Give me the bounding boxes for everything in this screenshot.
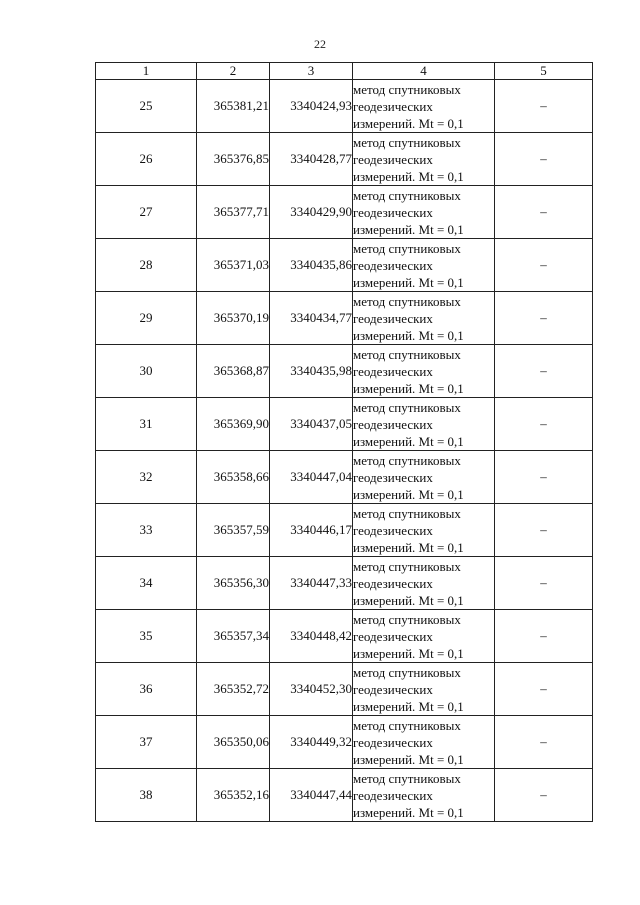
table-row <box>96 769 593 822</box>
note-cell: – <box>495 239 593 292</box>
method-line: измерений. Mt = 0,1 <box>353 380 464 396</box>
method-line: измерений. Mt = 0,1 <box>353 592 464 608</box>
note-cell: – <box>495 398 593 451</box>
y-coordinate-cell: 3340435,86 <box>270 239 353 292</box>
method-cell <box>353 504 495 557</box>
method-line: метод спутниковых <box>353 399 461 415</box>
table-row <box>96 133 593 186</box>
method-line: метод спутниковых <box>353 717 461 733</box>
point-number-cell: 36 <box>96 663 197 716</box>
note-cell: – <box>495 504 593 557</box>
x-coordinate-cell: 365358,66 <box>197 451 270 504</box>
method-cell <box>353 345 495 398</box>
method-line: геодезических <box>353 734 433 750</box>
note-cell: – <box>495 557 593 610</box>
method-line: метод спутниковых <box>353 81 461 97</box>
note-cell: – <box>495 292 593 345</box>
x-coordinate-cell: 365356,30 <box>197 557 270 610</box>
y-coordinate-cell: 3340452,30 <box>270 663 353 716</box>
note-cell: – <box>495 716 593 769</box>
method-line: геодезических <box>353 98 433 114</box>
method-line: метод спутниковых <box>353 664 461 680</box>
method-line: геодезических <box>353 363 433 379</box>
method-line: геодезических <box>353 257 433 273</box>
method-cell <box>353 769 495 822</box>
method-cell <box>353 186 495 239</box>
point-number-cell: 25 <box>96 80 197 133</box>
method-line: измерений. Mt = 0,1 <box>353 168 464 184</box>
x-coordinate-cell: 365376,85 <box>197 133 270 186</box>
column-header: 4 <box>353 63 495 80</box>
column-header: 2 <box>197 63 270 80</box>
method-line: метод спутниковых <box>353 293 461 309</box>
header-row <box>96 63 593 80</box>
table-row <box>96 292 593 345</box>
method-cell <box>353 663 495 716</box>
table-row <box>96 345 593 398</box>
table-row <box>96 451 593 504</box>
y-coordinate-cell: 3340449,32 <box>270 716 353 769</box>
point-number-cell: 29 <box>96 292 197 345</box>
method-line: геодезических <box>353 310 433 326</box>
method-cell <box>353 80 495 133</box>
note-cell: – <box>495 80 593 133</box>
method-line: геодезических <box>353 575 433 591</box>
table-row <box>96 239 593 292</box>
table-body <box>96 80 593 822</box>
method-line: метод спутниковых <box>353 505 461 521</box>
x-coordinate-cell: 365369,90 <box>197 398 270 451</box>
method-line: измерений. Mt = 0,1 <box>353 327 464 343</box>
method-line: метод спутниковых <box>353 134 461 150</box>
table-row <box>96 504 593 557</box>
x-coordinate-cell: 365368,87 <box>197 345 270 398</box>
method-line: метод спутниковых <box>353 346 461 362</box>
table-row <box>96 398 593 451</box>
method-line: измерений. Mt = 0,1 <box>353 645 464 661</box>
point-number-cell: 34 <box>96 557 197 610</box>
y-coordinate-cell: 3340447,04 <box>270 451 353 504</box>
point-number-cell: 27 <box>96 186 197 239</box>
method-line: измерений. Mt = 0,1 <box>353 433 464 449</box>
note-cell: – <box>495 610 593 663</box>
page-number: 22 <box>314 37 326 51</box>
point-number-cell: 26 <box>96 133 197 186</box>
method-line: геодезических <box>353 416 433 432</box>
method-line: геодезических <box>353 469 433 485</box>
table-row <box>96 716 593 769</box>
method-cell <box>353 292 495 345</box>
point-number-cell: 35 <box>96 610 197 663</box>
note-cell: – <box>495 769 593 822</box>
table-row <box>96 557 593 610</box>
x-coordinate-cell: 365381,21 <box>197 80 270 133</box>
method-cell <box>353 239 495 292</box>
method-line: метод спутниковых <box>353 558 461 574</box>
x-coordinate-cell: 365357,59 <box>197 504 270 557</box>
y-coordinate-cell: 3340424,93 <box>270 80 353 133</box>
x-coordinate-cell: 365377,71 <box>197 186 270 239</box>
method-line: измерений. Mt = 0,1 <box>353 274 464 290</box>
method-line: геодезических <box>353 151 433 167</box>
x-coordinate-cell: 365370,19 <box>197 292 270 345</box>
y-coordinate-cell: 3340446,17 <box>270 504 353 557</box>
x-coordinate-cell: 365350,06 <box>197 716 270 769</box>
y-coordinate-cell: 3340428,77 <box>270 133 353 186</box>
method-line: геодезических <box>353 681 433 697</box>
point-number-cell: 37 <box>96 716 197 769</box>
table-row <box>96 663 593 716</box>
method-cell <box>353 451 495 504</box>
column-header: 3 <box>270 63 353 80</box>
note-cell: – <box>495 133 593 186</box>
column-header: 1 <box>96 63 197 80</box>
method-line: метод спутниковых <box>353 770 461 786</box>
y-coordinate-cell: 3340447,44 <box>270 769 353 822</box>
note-cell: – <box>495 663 593 716</box>
method-line: метод спутниковых <box>353 240 461 256</box>
method-line: измерений. Mt = 0,1 <box>353 751 464 767</box>
y-coordinate-cell: 3340434,77 <box>270 292 353 345</box>
note-cell: – <box>495 451 593 504</box>
method-line: измерений. Mt = 0,1 <box>353 115 464 131</box>
method-cell <box>353 716 495 769</box>
table-row <box>96 610 593 663</box>
method-line: геодезических <box>353 204 433 220</box>
method-line: метод спутниковых <box>353 611 461 627</box>
method-line: метод спутниковых <box>353 452 461 468</box>
y-coordinate-cell: 3340448,42 <box>270 610 353 663</box>
method-cell <box>353 557 495 610</box>
x-coordinate-cell: 365352,72 <box>197 663 270 716</box>
point-number-cell: 31 <box>96 398 197 451</box>
table-row <box>96 80 593 133</box>
method-line: метод спутниковых <box>353 187 461 203</box>
method-line: измерений. Mt = 0,1 <box>353 539 464 555</box>
point-number-cell: 38 <box>96 769 197 822</box>
y-coordinate-cell: 3340429,90 <box>270 186 353 239</box>
point-number-cell: 33 <box>96 504 197 557</box>
x-coordinate-cell: 365371,03 <box>197 239 270 292</box>
method-line: измерений. Mt = 0,1 <box>353 221 464 237</box>
method-line: измерений. Mt = 0,1 <box>353 486 464 502</box>
x-coordinate-cell: 365352,16 <box>197 769 270 822</box>
method-line: измерений. Mt = 0,1 <box>353 804 464 820</box>
y-coordinate-cell: 3340437,05 <box>270 398 353 451</box>
method-cell <box>353 610 495 663</box>
column-header: 5 <box>495 63 593 80</box>
point-number-cell: 28 <box>96 239 197 292</box>
x-coordinate-cell: 365357,34 <box>197 610 270 663</box>
coordinates-table <box>95 62 593 822</box>
method-line: геодезических <box>353 628 433 644</box>
point-number-cell: 30 <box>96 345 197 398</box>
method-cell <box>353 133 495 186</box>
table-row <box>96 186 593 239</box>
note-cell: – <box>495 345 593 398</box>
y-coordinate-cell: 3340435,98 <box>270 345 353 398</box>
note-cell: – <box>495 186 593 239</box>
method-line: геодезических <box>353 522 433 538</box>
method-cell <box>353 398 495 451</box>
point-number-cell: 32 <box>96 451 197 504</box>
method-line: измерений. Mt = 0,1 <box>353 698 464 714</box>
y-coordinate-cell: 3340447,33 <box>270 557 353 610</box>
method-line: геодезических <box>353 787 433 803</box>
